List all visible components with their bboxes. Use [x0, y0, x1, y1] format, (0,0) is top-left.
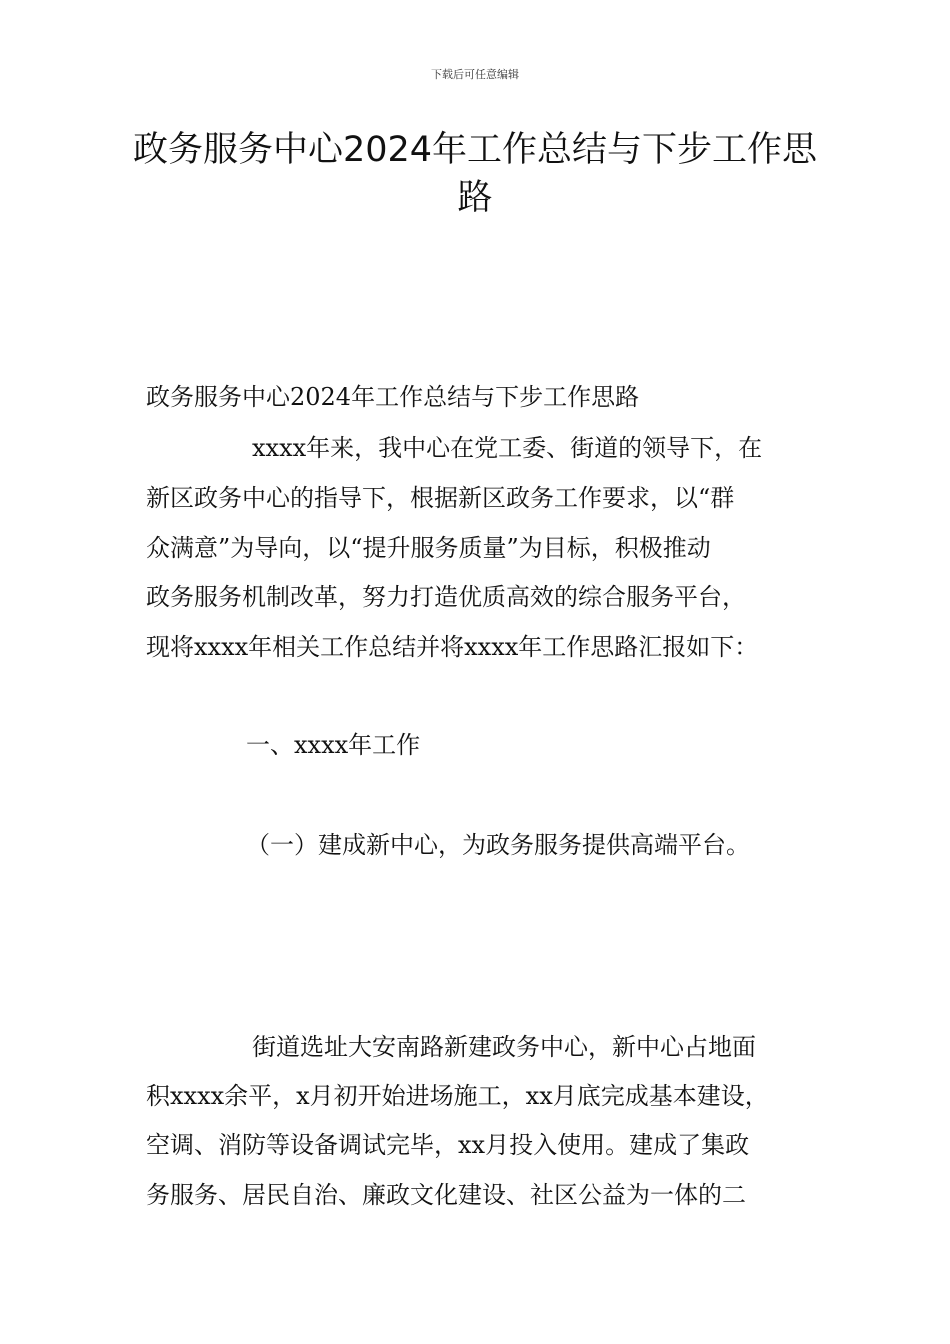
- document-title: 政务服务中心2024年工作总结与下步工作思路: [132, 130, 818, 218]
- body-line-4: 务服务、居民自治、廉政文化建设、社区公益为一体的二: [146, 1181, 746, 1209]
- body-line-1: 街道选址大安南路新建政务中心，新中心占地面: [252, 1033, 756, 1061]
- body-line-2: 积xxxx余平，x月初开始进场施工，xx月底完成基本建设，: [146, 1082, 769, 1110]
- intro-line-1: xxxx年来，我中心在党工委、街道的领导下，在: [252, 434, 763, 462]
- body-line-3: 空调、消防等设备调试完毕，xx月投入使用。建成了集政: [146, 1131, 750, 1159]
- header-note: 下载后可任意编辑: [431, 68, 519, 81]
- document-subtitle-line: 政务服务中心2024年工作总结与下步工作思路: [146, 383, 640, 411]
- intro-line-3: 众满意”为导向，以“提升服务质量”为目标，积极推动: [146, 534, 711, 562]
- intro-line-5: 现将xxxx年相关工作总结并将xxxx年工作思路汇报如下：: [146, 633, 759, 661]
- subsection-heading-1: （一）建成新中心，为政务服务提供高端平台。: [246, 831, 750, 859]
- intro-line-2: 新区政务中心的指导下，根据新区政务工作要求，以“群: [146, 484, 735, 512]
- section-heading-1: 一、xxxx年工作: [246, 731, 421, 759]
- intro-line-4: 政务服务机制改革，努力打造优质高效的综合服务平台，: [146, 583, 746, 611]
